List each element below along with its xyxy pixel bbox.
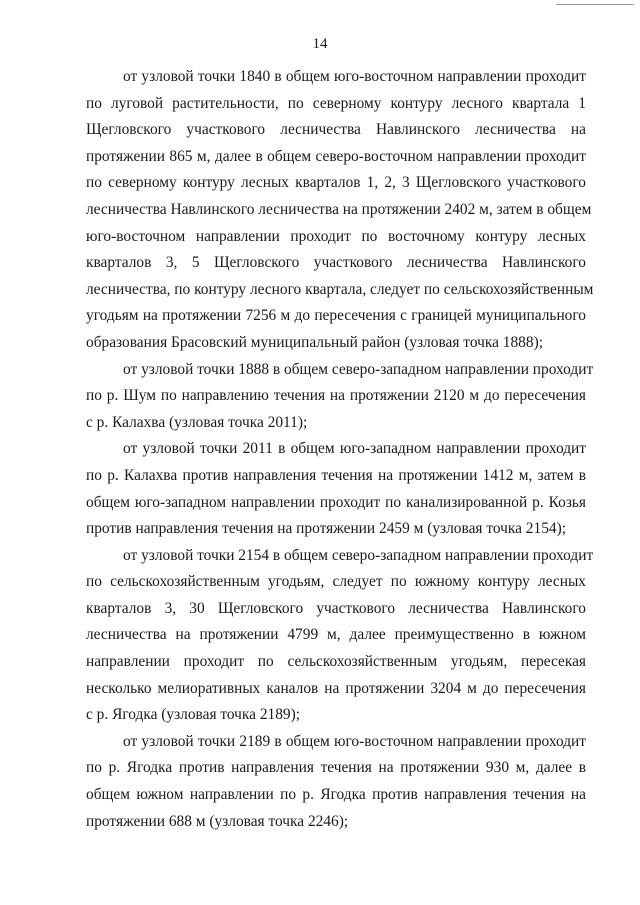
text-line: общем юго-западном направлении проходит по канализированной р. Козья: [86, 493, 586, 511]
text-line: лесничества Навлинского лесничества на протяжении 2402 м, затем в общем: [86, 200, 592, 218]
text-line: юго-восточном направлении проходит по восточному контуру лесных: [86, 227, 586, 245]
text-line: от узловой точки 1888 в общем северо-западном направлении проходит: [123, 360, 594, 378]
text-line: с р. Ягодка (узловая точка 2189);: [86, 706, 301, 724]
text-line: угодьям на протяжении 7256 м до пересечения с границей муниципального: [86, 307, 586, 325]
text-line: по северному контуру лесных кварталов 1, 2, 3 Щегловского участкового: [86, 174, 586, 192]
text-line: от узловой точки 1840 в общем юго-восточном направлении проходит: [123, 68, 586, 85]
text-line: протяжении 688 м (узловая точка 2246);: [86, 812, 349, 830]
paragraph: [86, 543, 594, 729]
text-line: от узловой точки 2154 в общем северо-западном направлении проходит: [123, 546, 594, 564]
text-line: общем южном направлении по р. Ягодка против направления течения на: [86, 786, 586, 804]
text-line: кварталов 3, 30 Щегловского участкового лесничества Навлинского: [86, 599, 586, 617]
paragraph: [86, 436, 586, 542]
text-line: от узловой точки 2189 в общем юго-восточном направлении проходит: [123, 732, 586, 750]
text-line: кварталов 3, 5 Щегловского участкового лесничества Навлинского: [86, 254, 586, 272]
text-line: протяжении 865 м, далее в общем северо-восточном направлении проходит: [86, 147, 586, 165]
text-line: от узловой точки 2011 в общем юго-западном направлении проходит: [123, 440, 586, 458]
text-line: лесничества, по контуру лесного квартала, следует по сельскохозяйственным: [86, 280, 594, 298]
text-line: по луговой растительности, по северному контуру лесного квартала 1: [86, 94, 586, 112]
text-line: с р. Калахва (узловая точка 2011);: [86, 413, 308, 431]
text-line: по р. Калахва против направления течения на протяжении 1412 м, затем в: [86, 466, 586, 484]
paragraph: [86, 729, 586, 835]
document-body: [86, 64, 594, 835]
paragraph: [86, 64, 594, 357]
top-scan-rule: [556, 4, 634, 5]
text-line: Щегловского участкового лесничества Навлинского лесничества на: [86, 121, 586, 139]
text-line: несколько мелиоративных каналов на протяжении 3204 м до пересечения: [86, 679, 586, 697]
text-line: по р. Шум по направлению течения на протяжении 2120 м до пересечения: [86, 387, 586, 405]
text-line: образования Брасовский муниципальный район (узловая точка 1888);: [86, 333, 543, 351]
text-line: направлении проходит по сельскохозяйственным угодьям, пересекая: [86, 653, 586, 671]
text-line: по сельскохозяйственным угодьям, следует по южному контуру лесных: [86, 573, 586, 591]
text-line: лесничества на протяжении 4799 м, далее преимущественно в южном: [86, 626, 586, 644]
page-number: 14: [312, 36, 328, 52]
paragraph: [86, 357, 594, 437]
text-line: по р. Ягодка против направления течения на протяжении 930 м, далее в: [86, 759, 586, 777]
text-line: против направления течения на протяжении 2459 м (узловая точка 2154);: [86, 520, 566, 538]
